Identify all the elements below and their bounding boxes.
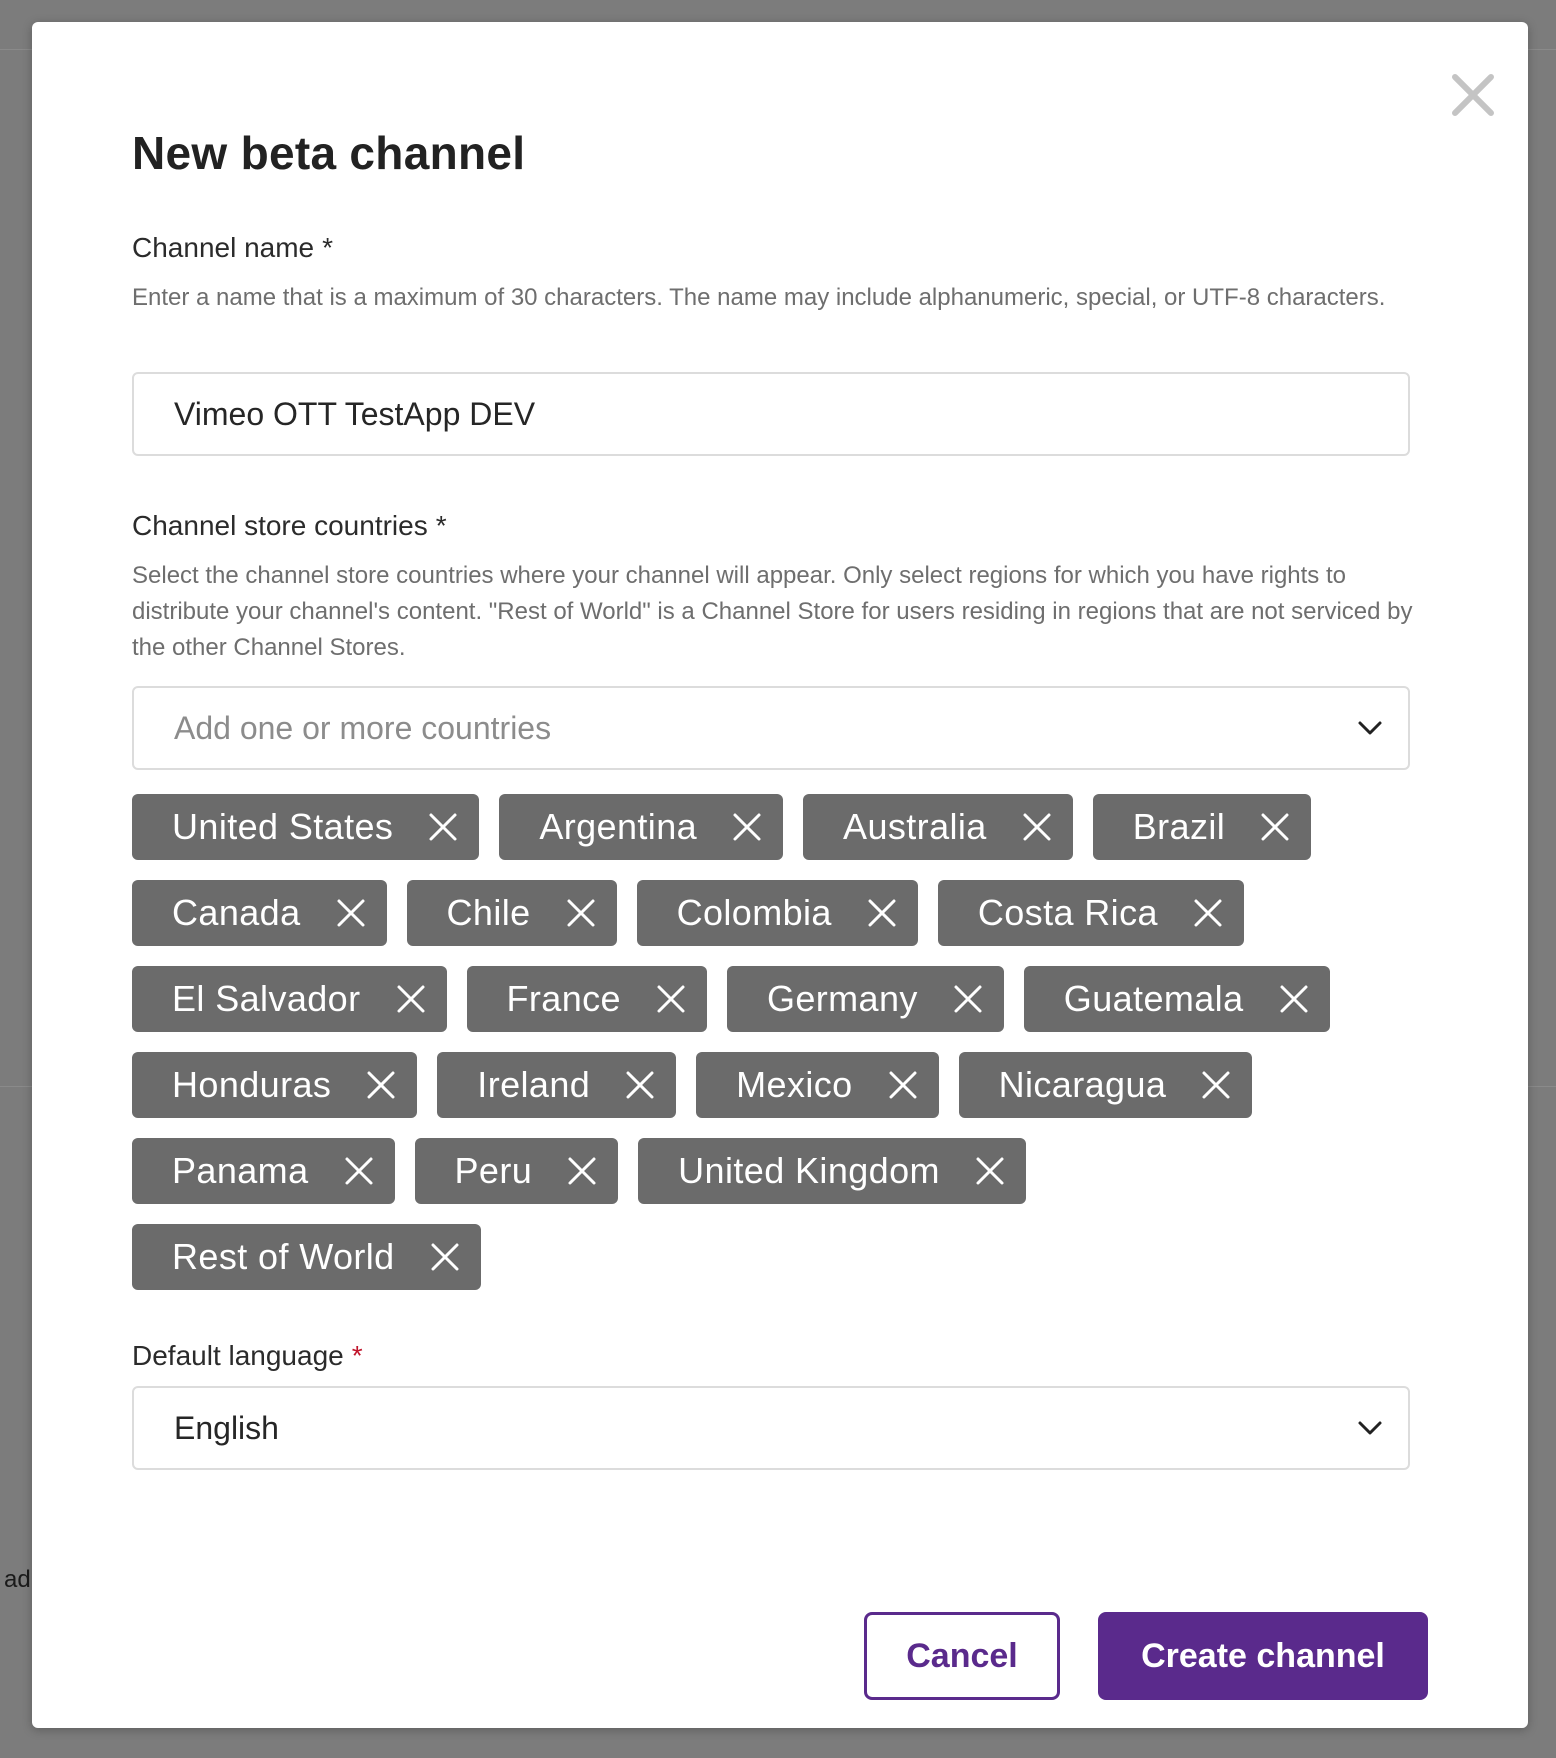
backdrop-divider	[1528, 1086, 1556, 1087]
remove-country-icon[interactable]	[952, 983, 984, 1015]
country-tag	[637, 880, 918, 946]
dialog-title: New beta channel	[132, 127, 526, 179]
country-tag	[1093, 794, 1311, 860]
country-tag	[638, 1138, 1026, 1204]
tag-row	[132, 1138, 1432, 1204]
tag-row	[132, 1052, 1432, 1118]
country-tag	[132, 966, 447, 1032]
remove-country-icon[interactable]	[974, 1155, 1006, 1187]
countries-label-text: Channel store countries	[132, 510, 428, 541]
remove-country-icon[interactable]	[343, 1155, 375, 1187]
language-select[interactable]	[132, 1386, 1410, 1470]
country-tag-label: Guatemala	[1063, 978, 1244, 1019]
remove-country-icon[interactable]	[429, 1241, 461, 1273]
remove-country-icon[interactable]	[1200, 1069, 1232, 1101]
country-tag-label: United States	[172, 806, 394, 847]
backdrop-divider	[0, 49, 32, 50]
country-tag	[1024, 966, 1330, 1032]
required-asterisk: *	[351, 1340, 363, 1371]
tag-row	[132, 966, 1432, 1032]
channel-name-input[interactable]: Vimeo OTT TestApp DEV	[132, 372, 1410, 456]
selected-countries	[132, 794, 1432, 1314]
country-tag-label: Ireland	[477, 1064, 591, 1105]
country-tag-label: Argentina	[539, 806, 698, 847]
remove-country-icon[interactable]	[731, 811, 763, 843]
country-tag-label: Honduras	[172, 1064, 332, 1105]
country-tag	[938, 880, 1244, 946]
country-tag	[132, 1052, 417, 1118]
country-tag-label: Germany	[766, 978, 918, 1019]
remove-country-icon[interactable]	[395, 983, 427, 1015]
required-asterisk: *	[322, 232, 334, 263]
countries-select[interactable]	[132, 686, 1410, 770]
new-beta-channel-dialog	[32, 22, 1528, 1728]
language-select-value: English	[174, 1409, 279, 1446]
country-tag	[803, 794, 1073, 860]
country-tag	[132, 794, 479, 860]
remove-country-icon[interactable]	[624, 1069, 656, 1101]
required-asterisk: *	[435, 510, 447, 541]
remove-country-icon[interactable]	[565, 897, 597, 929]
country-tag	[959, 1052, 1253, 1118]
chevron-down-icon	[1356, 718, 1384, 738]
remove-country-icon[interactable]	[427, 811, 459, 843]
country-tag-label: United Kingdom	[678, 1150, 940, 1191]
tag-row	[132, 1224, 1432, 1290]
remove-country-icon[interactable]	[335, 897, 367, 929]
chevron-down-icon	[1356, 1418, 1384, 1438]
remove-country-icon[interactable]	[1192, 897, 1224, 929]
countries-help: Select the channel store countries where your channel will appear. Only select regions for which you have rights to distribute your channel's content. "Rest of World" is a Channel Store for users residing in regions that are not serviced by the other Channel Stores.	[132, 562, 1413, 661]
channel-name-label-text: Channel name	[132, 232, 315, 263]
tag-row	[132, 794, 1432, 860]
country-tag	[407, 880, 617, 946]
remove-country-icon[interactable]	[1259, 811, 1291, 843]
language-label	[132, 1340, 363, 1372]
channel-name-label	[132, 232, 333, 264]
country-tag-label: Canada	[172, 892, 301, 933]
cancel-button[interactable]: Cancel	[864, 1612, 1060, 1700]
country-tag-label: Australia	[843, 806, 987, 847]
country-tag	[727, 966, 1004, 1032]
remove-country-icon[interactable]	[1021, 811, 1053, 843]
country-tag	[499, 794, 783, 860]
country-tag	[467, 966, 707, 1032]
tag-row	[132, 880, 1432, 946]
country-tag-label: Chile	[446, 892, 531, 933]
country-tag	[132, 1138, 395, 1204]
country-tag-label: Rest of World	[172, 1236, 395, 1277]
country-tag-label: Brazil	[1132, 806, 1226, 847]
backdrop-divider	[0, 1086, 32, 1087]
remove-country-icon[interactable]	[887, 1069, 919, 1101]
country-tag-label: Costa Rica	[977, 892, 1158, 933]
remove-country-icon[interactable]	[866, 897, 898, 929]
country-tag-label: El Salvador	[172, 978, 361, 1019]
remove-country-icon[interactable]	[1278, 983, 1310, 1015]
countries-label	[132, 510, 447, 542]
country-tag-label: Nicaragua	[998, 1064, 1167, 1105]
language-label-text: Default language	[132, 1340, 344, 1371]
country-tag	[132, 880, 387, 946]
channel-name-help: Enter a name that is a maximum of 30 characters. The name may include alphanumeric, special, or UTF-8 characters.	[132, 284, 1386, 311]
close-icon[interactable]	[1446, 68, 1500, 122]
remove-country-icon[interactable]	[566, 1155, 598, 1187]
countries-select-placeholder: Add one or more countries	[174, 709, 552, 746]
remove-country-icon[interactable]	[365, 1069, 397, 1101]
country-tag	[415, 1138, 619, 1204]
country-tag	[437, 1052, 676, 1118]
backdrop-divider	[1528, 49, 1556, 50]
country-tag-label: Mexico	[736, 1064, 853, 1105]
country-tag-label: Panama	[172, 1150, 309, 1191]
country-tag	[132, 1224, 481, 1290]
country-tag-label: Colombia	[676, 892, 832, 933]
country-tag-label: France	[506, 978, 621, 1019]
remove-country-icon[interactable]	[655, 983, 687, 1015]
country-tag	[696, 1052, 938, 1118]
country-tag-label: Peru	[454, 1150, 533, 1191]
create-channel-button[interactable]: Create channel	[1098, 1612, 1428, 1700]
backdrop-text: ad	[4, 1566, 31, 1593]
